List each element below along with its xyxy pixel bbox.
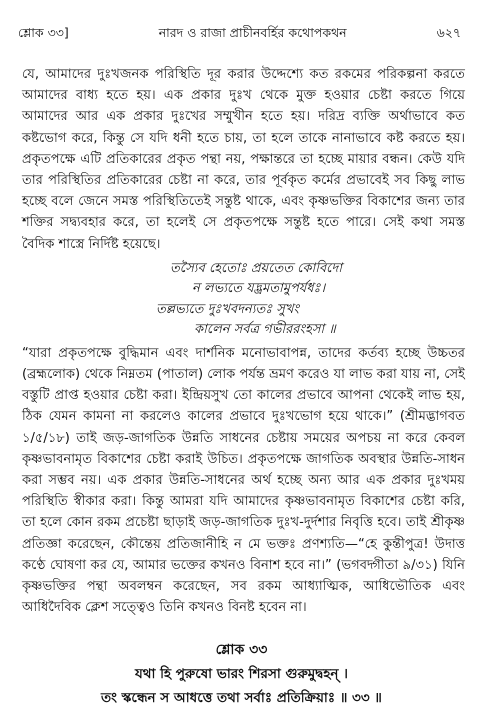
quoted-verse-line: তল্লভ্যতে দুঃখবদন্যতঃ সুখং bbox=[156, 301, 299, 317]
page-body bbox=[22, 64, 465, 618]
purport-paragraph-1: যে, আমাদের দুঃখজনক পরিস্থিতি দূর করার উদ্দেশ্যে কত রকমের পরিকল্পনা করতে আমাদের বাধ্য হতে হয়। এক প্রকার দুঃখ থেকে মুক্ত হওয়ার চেষ্টা করতে গিয়ে আমাদের আর এক প্রকার দুঃখের সম্মুখীন হতে হয়। দরিদ্র ব্যক্তি অর্থাভাবে কত কষ্টভোগ করে, কিন্তু সে যদি ধনী হতে চায়, তা হলে তাকে নানাভাবে কষ্ট করতে হয়। প্রকৃতপক্ষে এটি প্রতিকারের প্রকৃত পন্থা নয়, পক্ষান্তরে তা হচ্ছে মায়ার বন্ধন। কেউ যদি তার পরিস্থিতির প্রতিকারের চেষ্টা না করে, তার পূর্বকৃত কর্মের প্রভাবেই সব কিছু লাভ হচ্ছে বলে জেনে সমস্ত পরিস্থিতিতেই সন্তুষ্ট থাকে, এবং কৃষ্ণভক্তির বিকাশের জন্য তার শক্তির সদ্ব্যবহার করে, তা হলেই সে প্রকৃতপক্ষে সন্তুষ্ট হতে পারে। সেই কথা সমস্ত বৈদিক শাস্ত্রে নির্দিষ্ট হয়েছে। bbox=[22, 67, 465, 252]
quoted-verse bbox=[22, 259, 465, 341]
shloka-line-2: তং স্কন্ধেন স আধত্তে তথা সর্বাঃ প্রতিক্রিয়াঃ ॥ ৩৩ ॥ bbox=[101, 690, 382, 706]
page-number: ৬২৭ bbox=[436, 25, 461, 40]
quoted-verse-line: তস্যৈব হেতোঃ প্রয়তেত কোবিদো bbox=[170, 260, 342, 276]
shloka-heading: শ্লোক ৩৩ bbox=[215, 642, 268, 658]
chapter-reference: শ্লোক ৩৩] bbox=[18, 25, 69, 40]
shloka-line-1: যথা হি পুরুষো ভারং শিরসা গুরুমুদ্বহন্ । bbox=[134, 666, 349, 682]
quoted-verse-line: ন লভ্যতে যদ্ভ্রমতামুপর্যধঃ। bbox=[192, 281, 326, 297]
purport-paragraph-2: “যারা প্রকৃতপক্ষে বুদ্ধিমান এবং দার্শনিক মনোভাবাপন্ন, তাদের কর্তব্য হচ্ছে উচ্চতর (ব্রহ্মলোক) থেকে নিম্নতম (পাতাল) লোক পর্যন্ত ভ্রমণ করেও যা লাভ করা যায় না, সেই বস্তুটি প্রাপ্ত হওয়ার চেষ্টা করা। ইন্দ্রিয়সুখ তো কালের প্রভাবে আপনা থেকেই লাভ হয়, ঠিক যেমন কামনা না করলেও কালের প্রভাবে দুঃখভোগ হয়ে থাকে।” (শ্রীমদ্ভাগবত ১/৫/১৮) তাই জড়-জাগতিক উন্নতি সাধনের চেষ্টায় সময়ের অপচয় না করে কেবল কৃষ্ণভাবনামৃত বিকাশের চেষ্টা করাই উচিত। প্রকৃতপক্ষে জাগতিক অবস্থার উন্নতি-সাধন করা সম্ভব নয়। এক প্রকার উন্নতি-সাধনের অর্থ হচ্ছে অন্য আর এক প্রকার দুঃখময় পরিস্থিতি স্বীকার করা। কিন্তু আমরা যদি আমাদের কৃষ্ণভাবনামৃত বিকাশের চেষ্টা করি, তা হলে কোন রকম প্রচেষ্টা ছাড়াই জড়-জাগতিক দুঃখ-দুর্দশার নিবৃত্তি হবে। তাই শ্রীকৃষ্ণ প্রতিজ্ঞা করেছেন, কৌন্তেয় প্রতিজানীহি ন মে ভক্তঃ প্রণশ্যতি—“হে কুন্তীপুত্র! উদাত্ত কণ্ঠে ঘোষণা কর যে, আমার ভক্তের কখনও বিনাশ হবে না।” (ভগবদ্গীতা ৯/৩১) যিনি কৃষ্ণভক্তির পন্থা অবলম্বন করেছেন, সব রকম আধ্যাত্মিক, আধিভৌতিক এবং আধিদৈবিক ক্লেশ সত্ত্বেও তিনি কখনও বিনষ্ট হবেন না। bbox=[22, 345, 465, 616]
running-title: নারদ ও রাজা প্রাচীনবর্হির কথোপকথন bbox=[158, 25, 347, 40]
quoted-verse-line: কালেন সর্বত্র গভীররংহসা ॥ bbox=[194, 322, 336, 338]
page-header bbox=[18, 24, 461, 42]
